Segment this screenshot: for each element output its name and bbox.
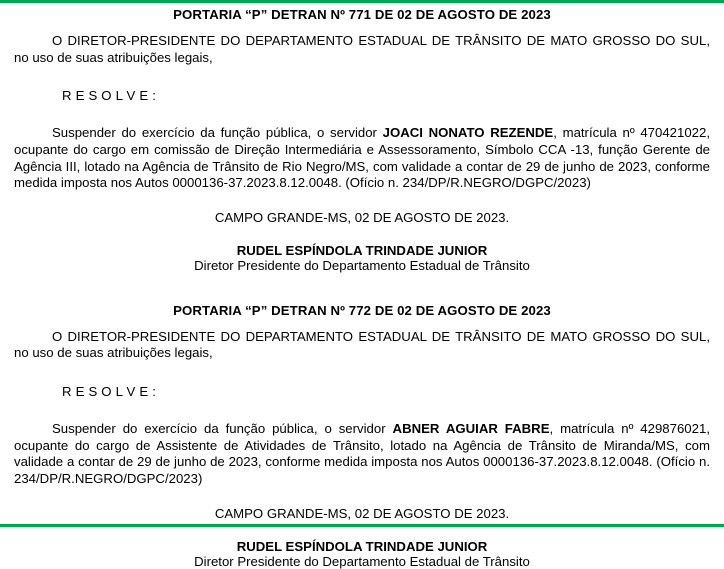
place-and-date: CAMPO GRANDE-MS, 02 DE AGOSTO DE 2023. (214, 209, 510, 225)
portaria-title: PORTARIA “P” DETRAN Nº 771 DE 02 DE AGOSTO DE 2023 (173, 7, 551, 22)
portaria-section-772 (14, 303, 710, 569)
spacer (14, 225, 710, 243)
signer-role: Diretor Presidente do Departamento Estadual de Trânsito (194, 257, 530, 273)
spacer (14, 318, 710, 329)
spacer (14, 192, 710, 210)
spacer (14, 22, 710, 33)
body-text-after-name: , matrícula nº 429876021, ocupante do cargo de Assistente de Atividades de Trânsito, lotado na Agência de Trânsito de Miranda/MS, com validade a contar de 29 de junho de 2023, conforme medida imposta nos Autos 0000136-37.2023.8.12.0048. (Ofício n. 234/DP/R.NEGRO/DGPC/2023) (14, 421, 710, 486)
body-text-after-name: , matrícula nº 470421022, ocupante do cargo em comissão de Direção Intermediária e Assessoramento, Símbolo CCA -13, função Gerente de Agência III, lotado na Agência de Trânsito de Rio Negro/MS, com validade a contar de 29 de junho de 2023, conforme medida imposta nos Autos 0000136-37.2023.8.12.0048. (Ofício n. 234/DP/R.NEGRO/DGPC/2023) (14, 125, 710, 191)
resolve-label: R E S O L V E : (62, 384, 157, 399)
spacer (14, 488, 710, 506)
spacer (14, 399, 710, 421)
portaria-title: PORTARIA “P” DETRAN Nº 772 DE 02 DE AGOSTO DE 2023 (173, 302, 551, 318)
spacer (14, 66, 710, 88)
preamble-paragraph: O DIRETOR-PRESIDENTE DO DEPARTAMENTO ESTADUAL DE TRÂNSITO DE MATO GROSSO DO SUL, no uso de suas atribuições legais, (14, 328, 710, 361)
servidor-name: JOACI NONATO REZENDE (382, 125, 554, 141)
portaria-section-771 (14, 0, 710, 273)
portaria-body (14, 125, 710, 192)
body-text-before-name: Suspender do exercício da função pública, o servidor (52, 421, 393, 436)
servidor-name: ABNER AGUIAR FABRE (392, 421, 550, 436)
section-gap (14, 273, 710, 303)
signer-name: RUDEL ESPÍNDOLA TRINDADE JUNIOR (236, 242, 488, 258)
resolve-label: R E S O L V E : (62, 88, 157, 104)
signer-role: Diretor Presidente do Departamento Estadual de Trânsito (194, 553, 530, 569)
place-and-date: CAMPO GRANDE-MS, 02 DE AGOSTO DE 2023. (214, 505, 510, 521)
preamble-paragraph: O DIRETOR-PRESIDENTE DO DEPARTAMENTO ESTADUAL DE TRÂNSITO DE MATO GROSSO DO SUL, no uso de suas atribuições legais, (14, 33, 710, 65)
top-accent-rule (0, 0, 724, 3)
spacer (14, 103, 710, 125)
spacer (14, 362, 710, 384)
signer-name: RUDEL ESPÍNDOLA TRINDADE JUNIOR (236, 538, 488, 554)
portaria-body (14, 421, 710, 488)
body-text-before-name: Suspender do exercício da função pública, o servidor (52, 125, 383, 141)
